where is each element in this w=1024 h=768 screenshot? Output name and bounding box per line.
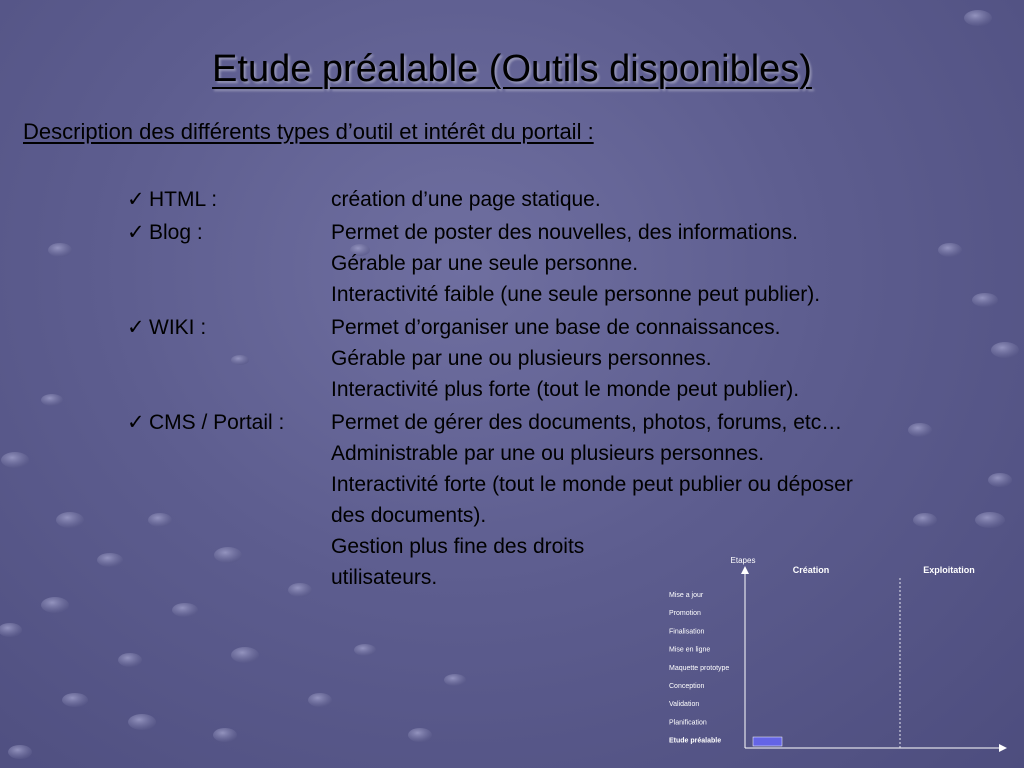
checkmark-icon: ✓ (127, 411, 145, 434)
tool-term-label: HTML : (149, 188, 218, 211)
step-label: Conception (669, 683, 705, 690)
tool-term (127, 217, 203, 248)
tool-description (331, 217, 981, 310)
tool-item-cms-portail (127, 407, 981, 593)
slide-subtitle: Description des différents types d’outil et intérêt du portail : (23, 119, 594, 144)
description-line: Interactivité forte (tout le monde peut publier ou déposer (331, 473, 853, 496)
tool-description (331, 184, 981, 215)
description-line: des documents). (331, 504, 487, 527)
axis-label: Etapes (730, 556, 756, 565)
tool-term-label: WIKI : (149, 316, 207, 339)
step-label: Validation (669, 701, 700, 709)
step-label: Planification (669, 719, 707, 727)
tool-term (127, 407, 284, 438)
description-line: Interactivité plus forte (tout le monde peut publier). (331, 378, 800, 401)
tool-description (331, 312, 981, 405)
tool-item-wiki (127, 312, 981, 405)
description-line: Gestion plus fine des droits (331, 535, 585, 558)
step-label: Etude préalable (669, 737, 722, 745)
description-line: Interactivité faible (une seule personne peut publier). (331, 283, 821, 306)
tool-term (127, 312, 206, 343)
description-line: Permet de gérer des documents, photos, forums, etc… (331, 411, 843, 434)
tool-term-label: Blog : (149, 221, 203, 244)
tool-item-html (127, 184, 981, 215)
slide-title: Etude préalable (Outils disponibles) (212, 48, 812, 90)
step-label: Maquette prototype (669, 664, 730, 672)
tool-term (127, 184, 217, 215)
step-label: Promotion (669, 610, 701, 618)
tool-description (331, 407, 981, 593)
description-line: Permet d’organiser une base de connaissances. (331, 316, 781, 339)
step-label: Mise en ligne (669, 646, 711, 654)
step-label: Finalisation (669, 628, 705, 636)
checkmark-icon: ✓ (127, 221, 145, 244)
description-line: Permet de poster des nouvelles, des informations. (331, 221, 798, 244)
step-label: Mise a jour (669, 592, 704, 599)
description-line: Gérable par une seule personne. (331, 252, 639, 275)
phase-label-exploitation: Exploitation (923, 565, 975, 575)
description-line: Gérable par une ou plusieurs personnes. (331, 347, 712, 370)
checkmark-icon: ✓ (127, 316, 145, 339)
checkmark-icon: ✓ (127, 188, 145, 211)
tool-list (127, 184, 981, 595)
tool-item-blog (127, 217, 981, 310)
tool-term-label: CMS / Portail : (149, 411, 285, 434)
description-line: utilisateurs. (331, 566, 438, 589)
description-line: Administrable par une ou plusieurs personnes. (331, 442, 765, 465)
phase-label-creation: Création (792, 565, 830, 575)
description-line: création d’une page statique. (331, 188, 601, 211)
